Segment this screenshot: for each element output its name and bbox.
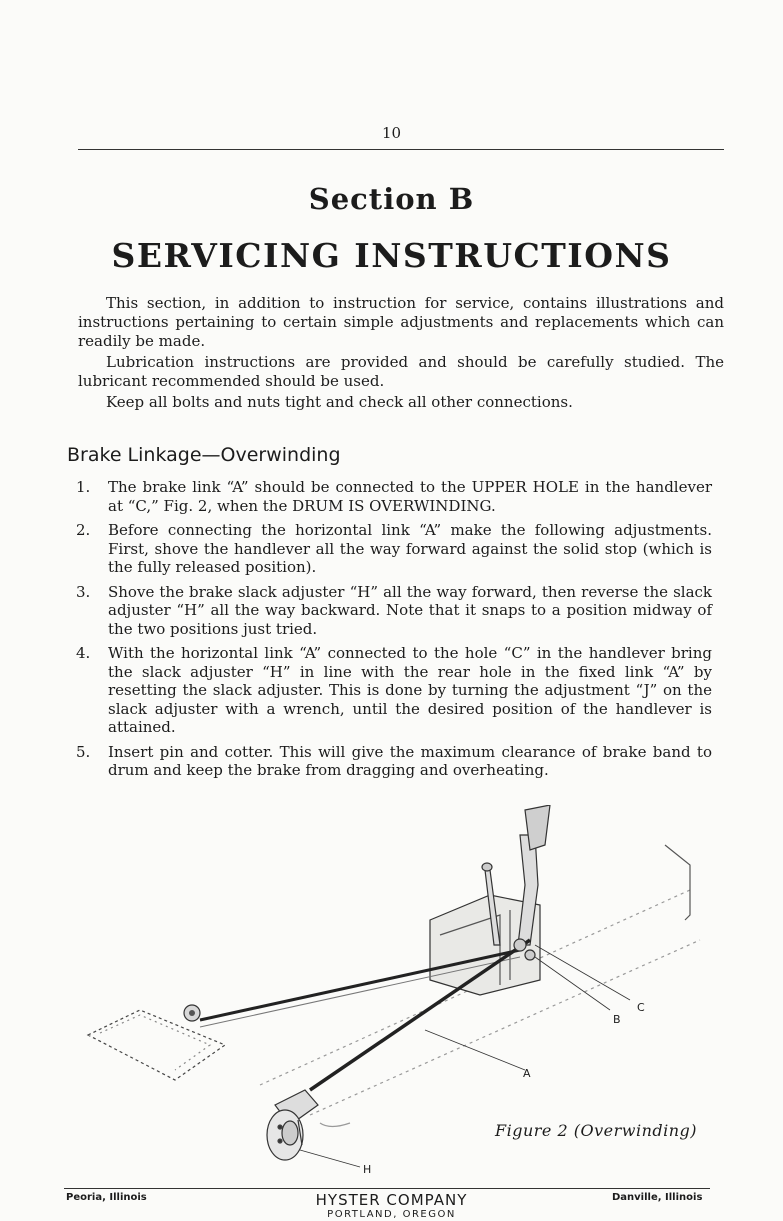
figure-caption: Figure 2 (Overwinding) [495, 1121, 698, 1140]
step-number: 4. [76, 644, 91, 662]
footer-rule [64, 1188, 710, 1189]
intro-text [78, 294, 724, 414]
list-item [76, 743, 712, 780]
callout-a: A [523, 1067, 531, 1080]
subsection-heading: Brake Linkage—Overwinding [67, 444, 341, 466]
footer-company: HYSTER COMPANY [315, 1191, 468, 1209]
header-rule [78, 149, 724, 150]
footer-city: PORTLAND, OREGON [327, 1209, 456, 1220]
step-number: 2. [76, 521, 91, 539]
steps-list [76, 478, 712, 786]
step-text: With the horizontal link “A” connected to the hole “C” in the handlever bring the slack adjuster “H” in line with the rear hole in the fixed link “A” by resetting the slack adjuster. This is done by turning the adjustment “J” on the slack adjuster with a wrench, until the desired position of the handlever is attained. [108, 644, 712, 736]
list-item [76, 521, 712, 577]
list-item [76, 583, 712, 639]
step-text: The brake link “A” should be connected to the UPPER HOLE in the handlever at “C,” Fig. 2, when the DRUM IS OVERWINDING. [108, 478, 712, 515]
step-text: Shove the brake slack adjuster “H” all the way forward, then reverse the slack adjuster “H” all the way backward. Note that it snaps to a position midway of the two positions just tried. [108, 582, 712, 638]
step-number: 5. [76, 742, 91, 761]
intro-paragraph: Lubrication instructions are provided and should be carefully studied. The lubricant recommended should be used. [78, 353, 724, 390]
intro-paragraph: Keep all bolts and nuts tight and check all other connections. [106, 393, 573, 411]
step-number: 1. [76, 478, 91, 496]
step-text: Insert pin and cotter. This will give the maximum clearance of brake band to drum and keep the brake from dragging and overheating. [108, 742, 712, 779]
page-title: SERVICING INSTRUCTIONS [111, 236, 672, 275]
footer-left: Peoria, Illinois [66, 1192, 147, 1203]
section-label: Section B [308, 182, 475, 216]
list-item [76, 644, 712, 737]
footer-right: Danville, Illinois [612, 1192, 703, 1203]
callout-b: B [613, 1013, 621, 1026]
page-number: 10 [381, 124, 402, 142]
step-text: Before connecting the horizontal link “A” make the following adjustments. First, shove the handlever all the way forward against the solid stop (which is the fully released position). [108, 521, 712, 576]
intro-paragraph: This section, in addition to instruction for service, contains illustrations and instructions pertaining to certain simple adjustments and replacements which can readily be made. [78, 294, 724, 350]
list-item [76, 478, 712, 515]
step-number: 3. [76, 582, 91, 601]
callout-h: H [363, 1163, 372, 1176]
callout-c: C [637, 1001, 645, 1014]
